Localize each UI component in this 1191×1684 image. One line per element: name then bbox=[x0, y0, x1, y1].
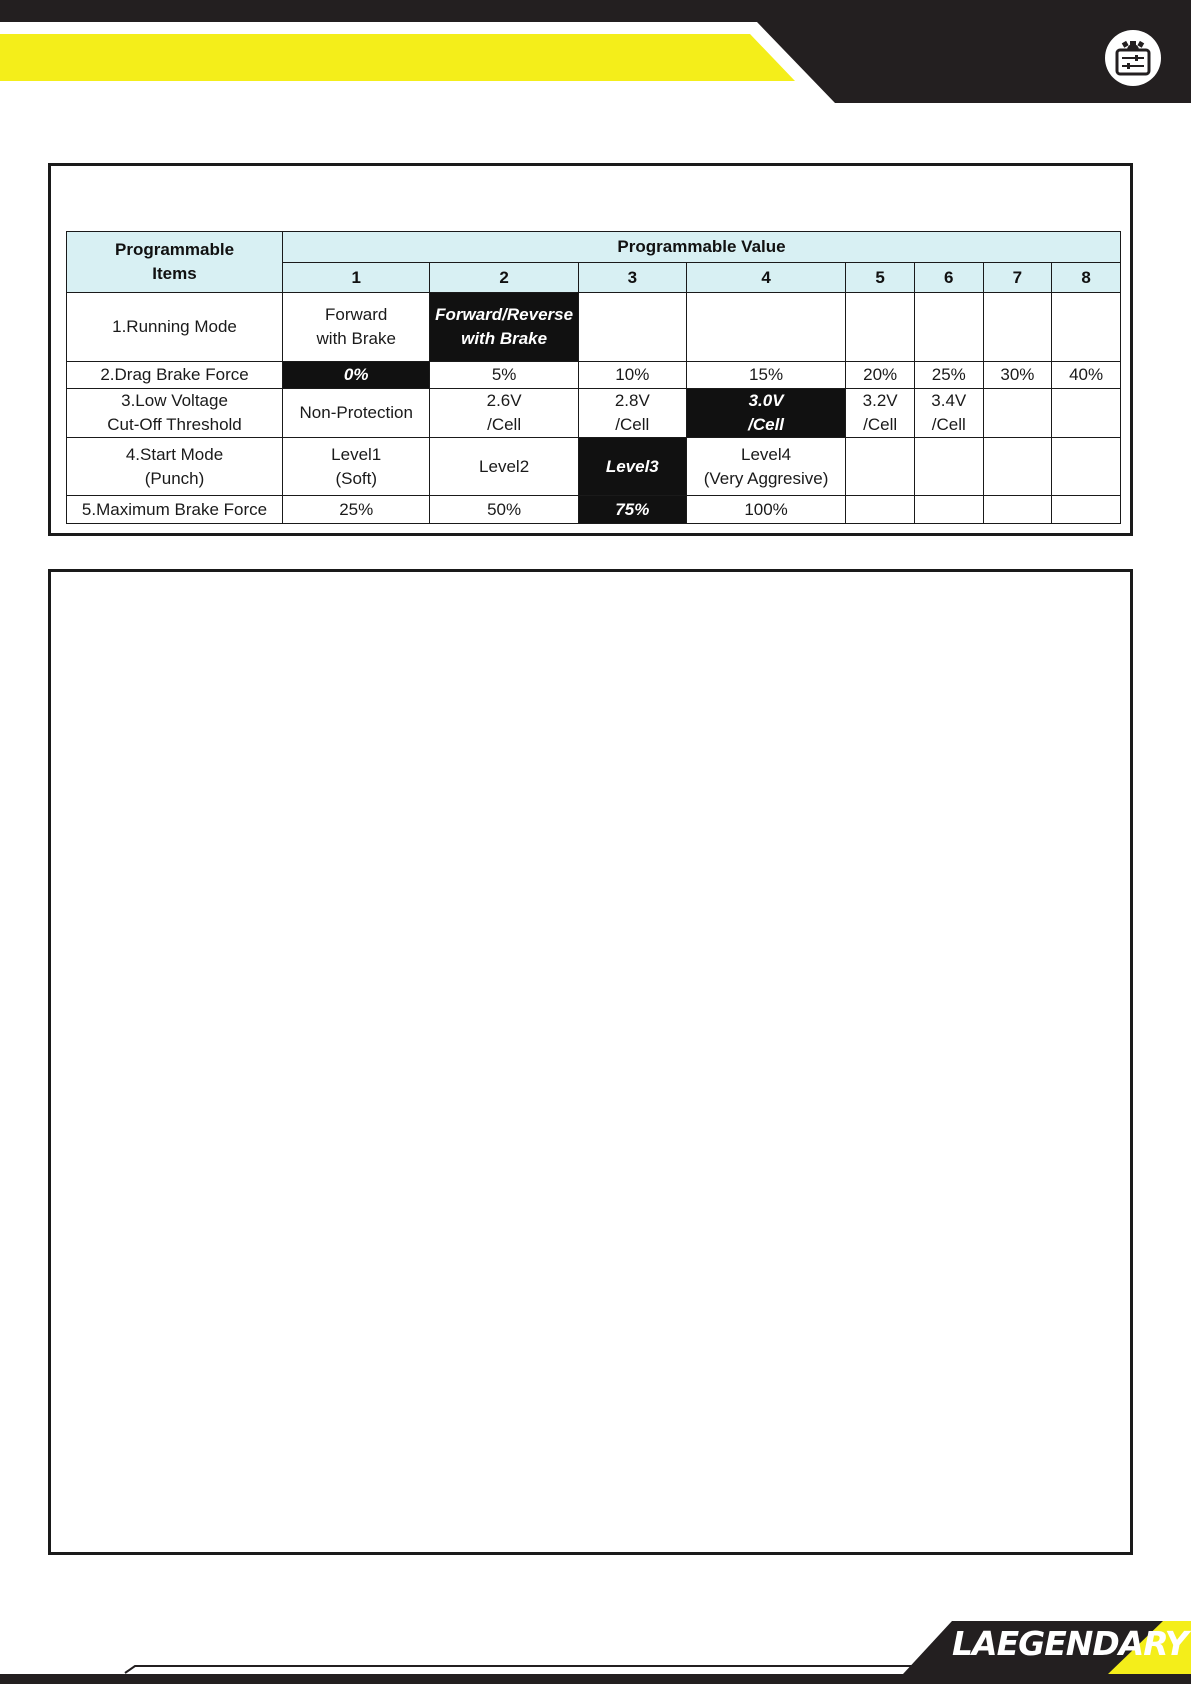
value-cell: 15% bbox=[686, 362, 846, 389]
row-item-label: 3.Low Voltage Cut-Off Threshold bbox=[67, 389, 283, 438]
column-number: 2 bbox=[430, 263, 578, 293]
row-item-label: 2.Drag Brake Force bbox=[67, 362, 283, 389]
table-row bbox=[67, 389, 1121, 438]
table-row bbox=[67, 496, 1121, 524]
value-cell: 2.8V /Cell bbox=[578, 389, 686, 438]
value-cell: 3.2V /Cell bbox=[846, 389, 915, 438]
value-cell bbox=[1052, 293, 1121, 362]
settings-card-icon bbox=[1105, 30, 1161, 86]
items-header: Programmable Items bbox=[67, 232, 283, 293]
value-cell bbox=[983, 496, 1052, 524]
value-cell: 5% bbox=[430, 362, 578, 389]
value-cell bbox=[983, 389, 1052, 438]
selected-value-cell: 3.0V /Cell bbox=[686, 389, 846, 438]
selected-value-cell: Forward/Reverse with Brake bbox=[430, 293, 578, 362]
table-row bbox=[67, 438, 1121, 496]
value-cell bbox=[1052, 389, 1121, 438]
value-cell: Level1 (Soft) bbox=[283, 438, 430, 496]
column-number: 1 bbox=[283, 263, 430, 293]
value-cell: 2.6V /Cell bbox=[430, 389, 578, 438]
value-cell: 30% bbox=[983, 362, 1052, 389]
header-banner bbox=[0, 0, 1191, 110]
value-cell bbox=[846, 293, 915, 362]
value-cell: 25% bbox=[914, 362, 983, 389]
column-number: 7 bbox=[983, 263, 1052, 293]
programmable-table bbox=[66, 231, 1121, 524]
row-item-label: 5.Maximum Brake Force bbox=[67, 496, 283, 524]
value-cell bbox=[914, 496, 983, 524]
value-cell bbox=[578, 293, 686, 362]
programmable-table-panel bbox=[48, 163, 1133, 536]
value-cell: 40% bbox=[1052, 362, 1121, 389]
value-cell bbox=[686, 293, 846, 362]
selected-value-cell: 0% bbox=[283, 362, 430, 389]
column-number: 5 bbox=[846, 263, 915, 293]
value-cell: 10% bbox=[578, 362, 686, 389]
value-cell: 20% bbox=[846, 362, 915, 389]
value-cell bbox=[983, 293, 1052, 362]
row-item-label: 1.Running Mode bbox=[67, 293, 283, 362]
value-cell: Level4 (Very Aggresive) bbox=[686, 438, 846, 496]
table-body bbox=[67, 293, 1121, 524]
value-cell bbox=[1052, 438, 1121, 496]
row-item-label: 4.Start Mode (Punch) bbox=[67, 438, 283, 496]
value-cell bbox=[914, 293, 983, 362]
value-cell: Forward with Brake bbox=[283, 293, 430, 362]
content-panel bbox=[48, 569, 1133, 1555]
selected-value-cell: Level3 bbox=[578, 438, 686, 496]
table-row bbox=[67, 293, 1121, 362]
table-row bbox=[67, 362, 1121, 389]
column-number: 6 bbox=[914, 263, 983, 293]
selected-value-cell: 75% bbox=[578, 496, 686, 524]
value-cell: 25% bbox=[283, 496, 430, 524]
value-cell bbox=[846, 496, 915, 524]
value-cell: Non-Protection bbox=[283, 389, 430, 438]
value-cell bbox=[846, 438, 915, 496]
value-cell: 100% bbox=[686, 496, 846, 524]
value-cell: 3.4V /Cell bbox=[914, 389, 983, 438]
value-cell: 50% bbox=[430, 496, 578, 524]
value-cell: Level2 bbox=[430, 438, 578, 496]
column-number: 4 bbox=[686, 263, 846, 293]
value-header: Programmable Value bbox=[283, 232, 1121, 263]
legendary-logo: LAEGENDARY bbox=[952, 1624, 1188, 1663]
value-cell bbox=[1052, 496, 1121, 524]
column-number: 3 bbox=[578, 263, 686, 293]
column-number: 8 bbox=[1052, 263, 1121, 293]
value-cell bbox=[983, 438, 1052, 496]
value-cell bbox=[914, 438, 983, 496]
